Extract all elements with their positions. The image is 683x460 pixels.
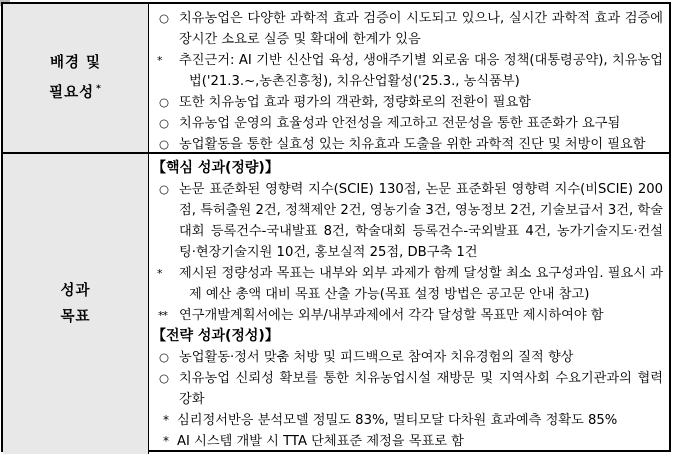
list-item xyxy=(152,8,663,50)
list-item xyxy=(152,368,663,410)
list-item-text: 논문 표준화된 영향력 지수(SCIE) 130점, 논문 표준화된 영향력 지수(비SCIE) 200점, 특허출원 2건, 정책제안 2건, 영농기술 3건, 영농정보 2건, 기술보급서 3건, 학술대회 등록건수-국내발표 8건, 학술대회 등록건수-국외발표 4건, 농가기술지도·컨설팅·현장기술지원 10건, 홍보실적 25점, DB구축 1건 xyxy=(179,182,663,260)
list-item xyxy=(152,92,663,113)
footnote-text: AI 시스템 개발 시 TTA 단체표준 제정을 목표로 함 xyxy=(177,434,464,449)
list-item-text: 또한 치유농업 효과 평가의 객관화, 정량화로의 전환이 필요함 xyxy=(179,95,532,110)
list-item xyxy=(152,179,663,263)
row-header-background-necessity xyxy=(3,4,149,154)
footnote-text: 심리정서반응 분석모델 정밀도 83%, 멀티모달 다차원 효과예측 정확도 85% xyxy=(177,413,618,428)
list-item-text: 농업활동·정서 맞춤 처방 및 피드백으로 참여자 치유경험의 질적 향상 xyxy=(179,350,574,365)
circle-bullet-icon: ○ xyxy=(159,182,170,196)
footnote-text: 연구개발계획서에는 외부/내부과제에서 각각 달성할 목표만 제시하여야 함 xyxy=(179,308,604,323)
row-header-text: 성과 xyxy=(60,283,91,299)
footnote-item xyxy=(152,431,663,452)
row-header-text: 필요성 * xyxy=(49,84,102,101)
document-table xyxy=(1,2,671,452)
footnote-item: * 제시된 정량성과 목표는 내부와 외부 과제가 함께 달성할 최소 요구성과임. 필요시 과제 예산 총액 대비 목표 산출 가능(목표 설정 방법은 공고문 안내 참고) xyxy=(157,266,663,302)
circle-bullet-icon: ○ xyxy=(159,11,170,25)
asterisk-icon: * xyxy=(163,413,169,427)
row-header-text: 배경 및 xyxy=(49,55,102,72)
row-content-performance-goals xyxy=(149,154,669,454)
section-heading-qualitative: 【전략 성과(정성)】 xyxy=(152,328,279,344)
row-content-background-necessity xyxy=(149,4,669,154)
list-item-text: 치유농업 운영의 효율성과 안전성을 제고하고 전문성을 통한 표준화가 요구됨 xyxy=(179,116,621,131)
footnote-item xyxy=(152,305,663,326)
list-item xyxy=(152,134,663,155)
footnote-text: 제시된 정량성과 목표는 내부와 외부 과제가 함께 달성할 최소 요구성과임. 필요시 과제 예산 총액 대비 목표 산출 가능(목표 설정 방법은 공고문 안내 참고) xyxy=(179,266,663,302)
row-header-text: 목표 xyxy=(60,309,91,325)
footnote-text: 추진근거: AI 기반 신산업 육성, 생애주기별 외로움 대응 정책(대통령공약), 치유농업법('21.3.~,농촌진흥청), 치유산업활성('25.3., 농식품부) xyxy=(179,53,663,89)
list-item xyxy=(152,113,663,134)
footnote-asterisk: * xyxy=(96,84,102,95)
asterisk-icon: * xyxy=(163,434,169,448)
circle-bullet-icon: ○ xyxy=(159,371,170,385)
list-item-text: 치유농업은 다양한 과학적 효과 검증이 시도되고 있으나, 실시간 과학적 효과 검증에 장시간 소요로 실증 및 확대에 한계가 있음 xyxy=(179,11,663,47)
list-item-text: 치유농업 신뢰성 확보를 통한 치유농업시설 재방문 및 지역사회 수요기관과의 협력 강화 xyxy=(179,371,663,407)
footnote-item: * 추진근거: AI 기반 신산업 육성, 생애주기별 외로움 대응 정책(대통령공약), 치유농업법('21.3.~,농촌진흥청), 치유산업활성('25.3., 농식품부) xyxy=(157,53,663,89)
row-header-performance-goals xyxy=(3,154,149,454)
list-item xyxy=(152,347,663,368)
footnote-item xyxy=(152,410,663,431)
circle-bullet-icon: ○ xyxy=(159,116,170,130)
circle-bullet-icon: ○ xyxy=(159,95,170,109)
list-item-text: 농업활동을 통한 실효성 있는 치유효과 도출을 위한 과학적 진단 및 처방이 필요함 xyxy=(179,137,646,152)
section-heading-quantitative: 【핵심 성과(정량)】 xyxy=(152,160,279,176)
circle-bullet-icon: ○ xyxy=(159,137,170,151)
circle-bullet-icon: ○ xyxy=(159,350,170,364)
double-asterisk-icon: ** xyxy=(158,309,167,322)
